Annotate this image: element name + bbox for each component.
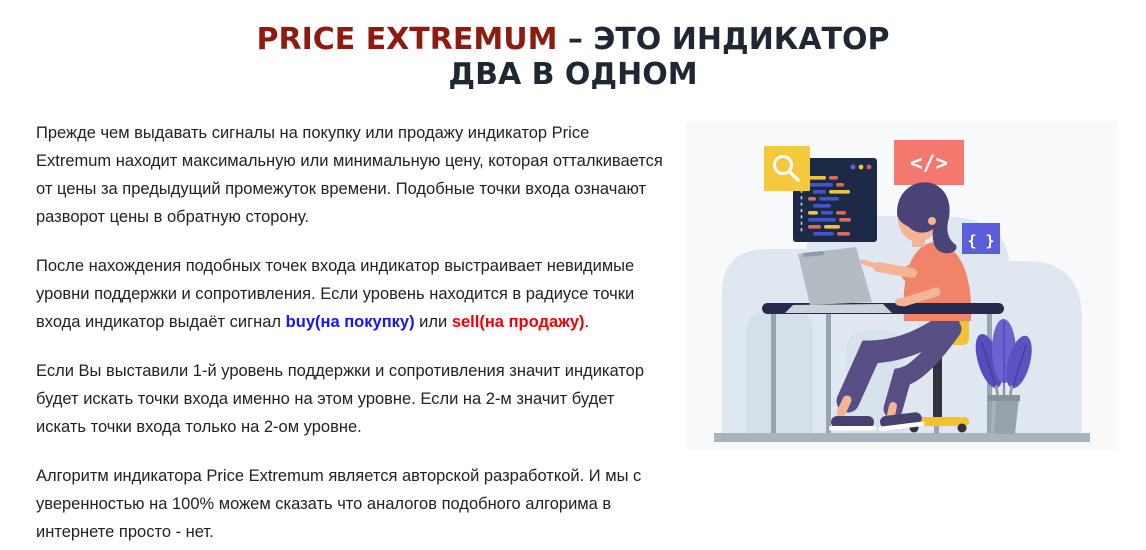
content-row — [0, 119, 1146, 546]
window-dot-red — [867, 165, 872, 170]
algorithm-paragraph: Алгоритм индикатора Price Extremum является авторской разработкой. И мы с уверенностью на 100% можем сказать что аналогов подобного алгорима в интернете просто - нет. — [36, 467, 642, 541]
intro-paragraph: Прежде чем выдавать сигналы на покупку или продажу индикатор Price Extremum находит максимальную или минимальную цену, которая отталкивается от цены за предыдущий промежуток времени. Подобные точки входа означают разворот цены в обратную сторону. — [36, 124, 663, 226]
sell-signal-text: sell(на продажу) — [451, 313, 585, 331]
buy-signal-text: buy(на покупку) — [285, 313, 415, 331]
curly-braces-icon — [962, 223, 1000, 254]
description-text — [36, 119, 686, 546]
search-icon — [764, 146, 810, 191]
developer-illustration — [686, 121, 1118, 451]
floor — [714, 433, 1090, 442]
code-tag-icon — [894, 140, 964, 185]
page-title — [0, 0, 1146, 92]
svg-text:{ }: { } — [967, 232, 995, 250]
title-accent: PRICE EXTREMUM — [256, 22, 558, 57]
title-rest: – ЭТО ИНДИКАТОР — [557, 22, 890, 57]
svg-text:</>: </> — [910, 151, 948, 175]
signals-text-mid: или — [414, 313, 452, 331]
title-line2: ДВА В ОДНОМ — [448, 57, 698, 92]
signals-text-end: . — [584, 313, 590, 331]
window-dot-purple — [851, 165, 856, 170]
window-dot-yellow — [859, 165, 864, 170]
signals-text-start: После нахождения подобных точек входа индикатор выстраивает невидимые уровни поддержки и сопротивления. Если уровень находится в радиусе точки входа индикатор выдаёт сигнал — [36, 257, 635, 331]
signals-paragraph — [36, 252, 664, 336]
levels-paragraph: Если Вы выставили 1-й уровень поддержки и сопротивления значит индикатор будет искать точки входа именно на этом уровне. Если на 2-м значит будет искать точки входа только на 2-ом уровне. — [36, 362, 645, 436]
